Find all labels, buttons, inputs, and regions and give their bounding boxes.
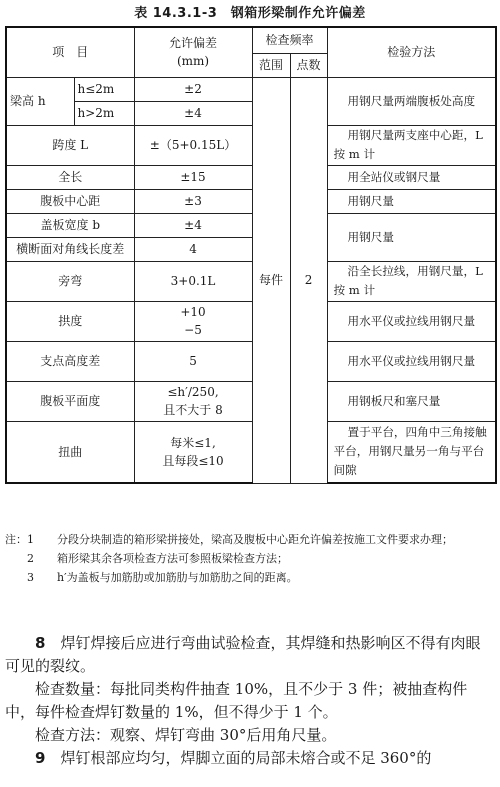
paragraph-quantity: 检查数量：每批同类构件抽查 10%，且不少于 3 件；被抽查构件中，每件检查焊钉数量的 1%，但不得少于 1 个。 — [5, 680, 468, 721]
row-web-center-tol: ±3 — [134, 189, 252, 213]
row-beam-height-tol1: ±2 — [134, 77, 252, 101]
paragraph-8 — [5, 632, 493, 678]
note-3-text: h′为盖板与加筋肋或加筋肋与加筋肋之间的距离。 — [57, 571, 298, 584]
row-sweep-tol: 3+0.1L — [134, 261, 252, 301]
row-web-flatness-tol1: ≤h′/250, — [167, 385, 219, 399]
row-web-flatness-label: 腹板平面度 — [6, 381, 134, 421]
note-1-num: 1 — [27, 533, 34, 546]
web-center-method-text: 用钢尺量 — [347, 193, 394, 208]
header-item: 项 目 — [6, 27, 134, 77]
header-points: 点数 — [290, 53, 327, 77]
row-length-tol: ±15 — [134, 165, 252, 189]
header-method: 检验方法 — [327, 27, 496, 77]
camber-method-text: 用水平仪或拉线用钢尺量 — [347, 313, 476, 328]
row-support-height-method — [327, 341, 496, 381]
beam-height-method-text: 用钢尺量两端腹板处高度 — [347, 93, 476, 108]
row-span-tol: ±（5+0.15L） — [134, 125, 252, 165]
row-twist-label: 扭曲 — [6, 421, 134, 483]
row-camber-label: 拱度 — [6, 301, 134, 341]
note-3 — [5, 568, 495, 587]
note-2 — [5, 549, 495, 568]
row-diagonal-tol: 4 — [134, 237, 252, 261]
cover-width-method-text: 用钢尺量 — [347, 229, 394, 244]
row-beam-height-method — [327, 77, 496, 125]
row-web-center-method — [327, 189, 496, 213]
paragraph-9 — [5, 747, 493, 770]
header-tolerance-label: 允许偏差 — [169, 36, 218, 51]
paragraph-8-text: 焊钉焊接后应进行弯曲试验检查，其焊缝和热影响区不得有肉眼可见的裂纹。 — [5, 634, 481, 675]
paragraph-8-number: 8 — [35, 634, 61, 652]
note-1 — [5, 530, 495, 549]
row-sweep-label: 旁弯 — [6, 261, 134, 301]
twist-method-text: 置于平台，四角中三角接触平台，用钢尺量另一角与平台间隙 — [333, 425, 487, 478]
sweep-method-text: 沿全长拉线，用钢尺量，L 按 m 计 — [333, 264, 483, 297]
paragraph-method: 检查方法：观察、焊钉弯曲 30°后用角尺量。 — [35, 726, 337, 744]
header-tolerance — [134, 27, 252, 77]
row-cover-width-label: 盖板宽度 b — [6, 213, 134, 237]
row-span-method — [327, 125, 496, 165]
note-2-num: 2 — [27, 552, 34, 565]
header-tolerance-unit: (mm) — [176, 54, 210, 69]
row-support-height-tol: 5 — [134, 341, 252, 381]
web-flatness-method-text: 用钢板尺和塞尺量 — [347, 393, 441, 408]
row-web-flatness-method — [327, 381, 496, 421]
row-twist-tol1: 每米≤1, — [170, 435, 216, 450]
span-method-text: 用钢尺量两支座中心距，L 按 m 计 — [333, 128, 483, 161]
row-web-flatness-tol2: 且不大于 8 — [163, 403, 223, 417]
row-beam-height-label: 梁高 h — [6, 77, 74, 125]
row-web-center-label: 腹板中心距 — [6, 189, 134, 213]
header-scope: 范围 — [252, 53, 290, 77]
row-beam-height-sub1: h≤2m — [74, 77, 134, 101]
row-span-label: 跨度 L — [6, 125, 134, 165]
note-prefix: 注： — [5, 533, 27, 546]
row-beam-height-tol2: ±4 — [134, 101, 252, 125]
support-height-method-text: 用水平仪或拉线用钢尺量 — [347, 353, 476, 368]
row-twist-method — [327, 421, 496, 483]
note-2-text: 箱形梁其余各项检查方法可参照板梁检查方法； — [57, 552, 288, 565]
note-3-num: 3 — [27, 571, 34, 584]
row-diagonal-label: 横断面对角线长度差 — [6, 237, 134, 261]
row-twist-tol2: 且每段≤10 — [162, 453, 224, 468]
row-camber-tol-upper: +10 — [180, 305, 206, 319]
table-notes — [5, 530, 495, 587]
row-length-method — [327, 165, 496, 189]
row-twist-tol — [134, 421, 252, 483]
row-sweep-method — [327, 261, 496, 301]
row-web-flatness-tol — [134, 381, 252, 421]
cell-scope-each: 每件 — [252, 77, 290, 483]
row-length-label: 全长 — [6, 165, 134, 189]
tolerance-table — [5, 26, 497, 484]
row-support-height-label: 支点高度差 — [6, 341, 134, 381]
row-cover-width-tol: ±4 — [134, 213, 252, 237]
length-method-text: 用全站仪或钢尺量 — [347, 169, 441, 184]
table-title: 表 14.3.1-3 钢箱形梁制作允许偏差 — [134, 6, 366, 21]
row-camber-method — [327, 301, 496, 341]
paragraph-9-text: 焊钉根部应均匀，焊脚立面的局部未熔合或不足 360°的 — [60, 749, 432, 767]
row-beam-height-sub2: h>2m — [74, 101, 134, 125]
paragraph-9-number: 9 — [35, 749, 61, 767]
body-text — [5, 632, 493, 770]
row-camber-tol-lower: −5 — [184, 323, 202, 337]
cell-points-two: 2 — [290, 77, 327, 483]
row-cover-width-method — [327, 213, 496, 261]
row-camber-tol — [134, 301, 252, 341]
header-frequency: 检查频率 — [252, 27, 327, 53]
note-1-text: 分段分块制造的箱形梁拼接处，梁高及腹板中心距允许偏差按施工文件要求办理； — [57, 533, 453, 546]
